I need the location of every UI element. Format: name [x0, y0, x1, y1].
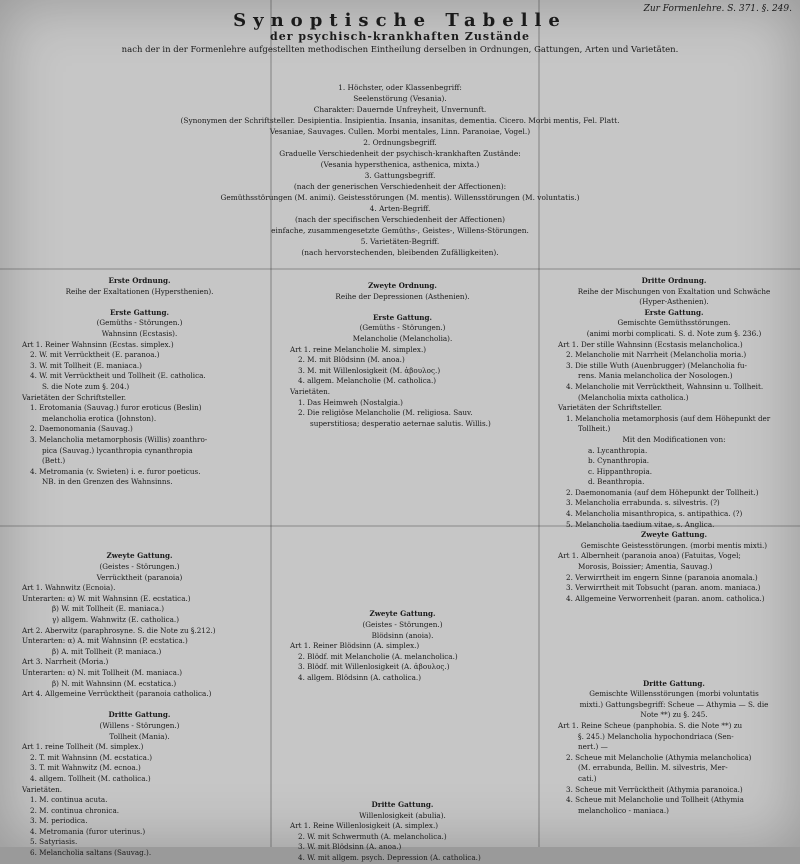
section-heading: Zweyte Gattung.	[106, 551, 173, 561]
table-line: Unterarten: α) W. mit Wahnsinn (E. ecstatica.)	[22, 593, 191, 603]
table-line: Art 1. reine Melancholie M. simplex.)	[290, 344, 427, 354]
table-line: Melancholie (Melancholia).	[352, 333, 453, 343]
table-line: Note **) zu §. 245.	[640, 710, 708, 720]
table-line	[290, 684, 515, 695]
table-line	[290, 525, 515, 536]
table-line: Reihe der Depressionen (Asthenien).	[335, 291, 470, 301]
table-line: 4. W. mit Verrücktheit und Tollheit (E. catholica.	[30, 371, 206, 381]
table-line	[290, 482, 515, 493]
table-line: (Hyper-Asthenien).	[639, 297, 709, 307]
intro-line: (Vesania hypersthenica, asthenica, mixta.)	[320, 160, 480, 169]
table-line: β) A. mit Tollheit (P. maniaca.)	[52, 646, 162, 656]
table-line: 4. allgem. Melancholie (M. catholica.)	[298, 376, 437, 386]
table-line: melancholico - maniaca.)	[578, 805, 669, 815]
table-line: γ) allgem. Wahnwitz (E. catholica.)	[52, 615, 179, 624]
table-line: (Melancholia mixta catholica.)	[578, 392, 689, 402]
table-line	[290, 302, 515, 313]
table-line	[22, 488, 257, 499]
table-line	[22, 530, 257, 541]
table-line: Art 1. Reine Scheue (panphobia. S. die Note **) zu	[558, 720, 743, 730]
intro-line: Charakter: Dauernde Unfreyheit, Unvernunft.	[313, 105, 487, 114]
table-line: 3. Melancholia errabunda. s. silvestris. (?)	[566, 498, 720, 508]
section-heading: Dritte Gattung.	[108, 710, 171, 720]
table-line: 5. Melancholia taedium vitae, s. Anglica.	[566, 519, 715, 529]
table-line: Unterarten: α) A. mit Wahnsinn (P. ecstatica.)	[22, 636, 188, 646]
section-heading: Zweyte Gattung.	[641, 530, 707, 540]
table-line	[290, 451, 515, 462]
table-line: 2. T. mit Wahnsinn (M. ecstatica.)	[30, 752, 153, 762]
table-line: Tollheit (Mania).	[109, 731, 170, 741]
table-line	[290, 747, 515, 758]
table-line: Verrücktheit (paranoia)	[96, 572, 183, 582]
table-line	[22, 498, 257, 509]
table-line: Art 1. Albernheit (paranoia anoa) (Fatuitas, Vogel;	[558, 551, 741, 561]
table-line: Gemischte Geistesstörungen. (morbi mentis mixti.)	[580, 540, 768, 550]
table-line: Varietäten.	[22, 784, 63, 794]
table-line	[22, 520, 257, 531]
table-line: Wahnsinn (Ecstasis).	[101, 328, 178, 338]
intro-line: (nach hervorstechenden, bleibenden Zufälligkeiten).	[301, 248, 499, 257]
table-line	[290, 556, 515, 567]
table-line: 3. Verwirrtheit mit Tobsucht (paran. anom. maniaca.)	[566, 583, 761, 593]
intro-line: 5. Varietäten-Begriff.	[360, 237, 440, 246]
table-line: 2. Daemonomania (auf dem Höhepunkt der Tollheit.)	[566, 487, 759, 497]
table-line: (Gemüths - Störungen.)	[359, 323, 446, 333]
table-line	[290, 535, 515, 546]
table-line: 6. Melancholia saltans (Sauvag.).	[30, 848, 152, 858]
table-line: 4. Allgemeine Verworrenheit (paran. anom. catholica.)	[566, 593, 765, 603]
table-line	[290, 779, 515, 790]
table-line: β) N. mit Wahnsinn (M. ecstatica.)	[52, 678, 177, 688]
table-line: NB. in den Grenzen des Wahnsinns.	[42, 477, 173, 487]
table-line: 2. Melancholie mit Narrheit (Melancholia moria.)	[566, 350, 747, 360]
column-third-order	[558, 276, 790, 816]
intro-line: 1. Höchster, oder Klassenbegriff:	[338, 83, 462, 92]
intro-line: 4. Arten-Begriff.	[369, 204, 431, 213]
section-heading: Zweyte Gattung.	[369, 609, 436, 619]
table-line: β) W. mit Tollheit (E. maniaca.)	[52, 604, 165, 614]
intro-line: (Synonymen der Schriftsteller. Desipientia. Insipientia. Insania, insanitas, dementia. Cicero. Morbi mentis, Fel. Platt.	[180, 116, 620, 125]
table-line: 3. Die stille Wuth (Auenbrugger) (Melancholia fu-	[566, 360, 747, 370]
intro-line: Seelenstörung (Vesania).	[353, 94, 447, 103]
table-line: 5. Satyriasis.	[30, 837, 78, 847]
table-line: Varietäten.	[290, 386, 331, 396]
table-line	[290, 514, 515, 525]
table-line: Art 1. Wahnwitz (Ecnoia).	[22, 583, 116, 593]
intro-line: 3. Gattungsbegriff.	[364, 171, 436, 180]
table-line: c. Hippanthropia.	[588, 466, 653, 476]
table-line	[558, 604, 790, 615]
table-line: (Bett.)	[42, 456, 66, 466]
table-line	[290, 758, 515, 769]
table-line	[290, 440, 515, 451]
table-line: 4. Melancholie mit Verrücktheit, Wahnsinn u. Tollheit.	[566, 381, 764, 391]
table-line	[558, 657, 790, 668]
table-line	[290, 567, 515, 578]
table-line: (animi morbi complicati. S. d. Note zum §. 236.)	[586, 328, 762, 338]
table-line	[290, 546, 515, 557]
table-line: 2. Verwirrtheit im engern Sinne (paranoia anomala.)	[566, 572, 758, 582]
section-heading: Erste Gattung.	[372, 312, 433, 322]
section-heading: Zweyte Ordnung.	[368, 281, 437, 290]
table-line	[22, 700, 257, 711]
fold-line	[0, 268, 800, 270]
table-line: 4. allgem. Tollheit (M. catholica.)	[30, 773, 151, 783]
table-line: 1. M. continua acuta.	[30, 795, 108, 805]
table-line	[290, 768, 515, 779]
table-line: mixti.) Gattungsbegriff: Scheue — Athymia — S. die	[579, 699, 769, 709]
table-line	[290, 461, 515, 472]
table-line	[290, 790, 515, 801]
table-line: Art 1. Der stille Wahnsinn (Ecstasis melancholica.)	[558, 339, 743, 349]
table-line: Varietäten der Schriftsteller.	[22, 392, 127, 402]
table-line	[558, 615, 790, 626]
table-line: Varietäten der Schriftsteller.	[558, 403, 663, 413]
table-line: (M. errabunda, Bellin. M. silvestris, Mer-	[578, 763, 728, 773]
table-line: 4. allgem. Blödsinn (A. catholica.)	[298, 672, 422, 682]
table-line	[290, 429, 515, 440]
table-line: rens. Mania melancholica der Nosologen.)	[578, 371, 733, 381]
table-line: nert.) —	[578, 742, 608, 752]
table-line: 3. W. mit Tollheit (E. maniaca.)	[30, 360, 142, 370]
table-line: 2. Die religiöse Melancholie (M. religiosa. Sauv.	[298, 408, 473, 418]
table-line: 2. W. mit Schwermuth (A. melancholica.)	[298, 831, 447, 841]
table-line	[558, 647, 790, 658]
table-line: 2. Blödf. mit Melancholie (A. melancholica.)	[298, 651, 458, 661]
table-line: superstitiosa; desperatio aeternae salutis. Willis.)	[310, 418, 491, 428]
table-line	[290, 599, 515, 610]
table-line: d. Beanthropia.	[588, 477, 645, 487]
table-line: Reihe der Mischungen von Exaltation und Schwäche	[577, 286, 771, 296]
table-line: Art 2. Aberwitz (paraphrosyne. S. die Note zu §.212.)	[22, 625, 216, 635]
table-line: 4. Metromania (v. Swieten) i. e. furor poeticus.	[30, 466, 201, 476]
table-line: Gemischte Gemüthsstörungen.	[617, 318, 731, 328]
section-heading: Erste Gattung.	[109, 307, 170, 317]
table-line	[290, 705, 515, 716]
table-line	[290, 737, 515, 748]
table-line	[290, 715, 515, 726]
table-line: 3. W. mit Blödsinn (A. anoa.)	[298, 842, 402, 852]
table-line	[22, 297, 257, 308]
intro-line: Vesaniae, Sauvages. Cullen. Morbi mentales, Linn. Paranoiae, Vogel.)	[269, 127, 531, 136]
table-line: melancholia erotica (Johnston).	[42, 413, 157, 423]
table-line: S. die Note zum §. 204.)	[42, 381, 130, 391]
page-subtitle: der psychisch-krankhaften Zustände	[270, 30, 530, 43]
table-line: Art 1. Reine Willenlosigkeit (A. simplex.)	[290, 821, 439, 831]
table-line: 3. M. mit Willenlosigkeit (M. ἀβουλος.)	[298, 365, 441, 375]
table-line: Art 1. Reiner Wahnsinn (Ecstas. simplex.)	[22, 339, 174, 349]
intro-line: Graduelle Verschiedenheit der psychisch-krankhaften Zustände:	[279, 149, 521, 158]
table-line: Art 4. Allgemeine Verrücktheit (paranoia catholica.)	[22, 689, 212, 699]
section-heading: Erste Ordnung.	[108, 276, 171, 285]
table-line: Unterarten: α) N. mit Tollheit (M. maniaca.)	[22, 667, 183, 677]
table-line: Gemischte Willensstörungen (morbi voluntatis	[589, 689, 759, 699]
table-line: 3. Blödf. mit Willenlosigkeit (A. ἀβουλος.)	[298, 662, 450, 672]
table-line: a. Lycanthropia.	[588, 445, 648, 455]
page-title: Synoptische Tabelle	[233, 10, 567, 31]
table-line	[290, 472, 515, 483]
table-line: 3. Scheue mit Verrücktheit (Athymia paranoica.)	[566, 784, 743, 794]
table-line: 2. Scheue mit Melancholie (Athymia melancholica)	[566, 752, 752, 762]
intro-line: (nach der specifischen Verschiedenheit der Affectionen)	[295, 215, 505, 224]
table-line: Mit den Modificationen von:	[622, 434, 726, 444]
section-heading: Dritte Gattung.	[643, 678, 705, 688]
table-line: 1. Erotomania (Sauvag.) furor eroticus (Beslin)	[30, 403, 202, 413]
table-line	[290, 578, 515, 589]
table-line: cati.)	[578, 773, 597, 783]
table-line	[22, 509, 257, 520]
table-line: 1. Melancholia metamorphosis (auf dem Höhepunkt der	[566, 413, 771, 423]
table-line: 4. W. mit allgem. psych. Depression (A. catholica.)	[298, 853, 481, 863]
table-line: 3. M. periodica.	[30, 816, 88, 826]
table-line: 2. Daemonomania (Sauvag.)	[30, 424, 133, 434]
table-line: 2. M. continua chronica.	[30, 805, 120, 815]
table-line: (Geistes - Störungen.)	[362, 620, 443, 629]
intro-line: einfache, zusammengesetzte Gemüths-, Geistes-, Willens-Störungen.	[271, 226, 529, 235]
page-subtitle-2: nach der in der Formenlehre aufgestellten methodischen Eintheilung derselben in Ordnungen, Gattungen, Arten und Varietäten.	[121, 45, 679, 55]
table-line: b. Cynanthropia.	[588, 456, 650, 466]
table-line: Willenlosigkeit (abulia).	[359, 810, 446, 820]
table-line	[558, 626, 790, 637]
table-line: §. 245.) Melancholia hypochondriaca (Sen-	[578, 731, 734, 741]
table-line	[290, 588, 515, 599]
table-line: 2. W. mit Verrücktheit (E. paranoa.)	[30, 350, 160, 360]
classification-intro	[120, 82, 680, 258]
table-line	[558, 636, 790, 647]
intro-line: Gemüthsstörungen (M. animi). Geistesstörungen (M. mentis). Willensstörungen (M. voluntatis.)	[220, 193, 580, 202]
table-line: 4. Metromania (furor uterinus.)	[30, 826, 146, 836]
table-line: 3. T. mit Wahnwitz (M. ecnoa.)	[30, 763, 141, 773]
table-line	[22, 541, 257, 552]
table-line: (Geistes - Störungen.)	[99, 562, 180, 572]
table-line: Art 3. Narrheit (Moria.)	[22, 657, 109, 667]
reference-note: Zur Formenlehre. S. 371. §. 249.	[643, 4, 792, 14]
intro-line: 2. Ordnungsbegriff.	[363, 138, 437, 147]
table-line	[290, 726, 515, 737]
table-line: 4. Scheue mit Melancholie und Tollheit (Athymia	[566, 795, 744, 805]
table-line	[290, 694, 515, 705]
table-line: (Gemüths - Störungen.)	[96, 318, 183, 328]
table-line: Art 1. reine Tollheit (M. simplex.)	[22, 742, 144, 752]
table-line: Tollheit.)	[578, 424, 611, 434]
section-heading: Dritte Ordnung.	[641, 276, 707, 285]
table-line	[290, 493, 515, 504]
table-line: (Willens - Störungen.)	[99, 720, 180, 730]
table-line: 1. Das Heimweh (Nostalgia.)	[298, 397, 403, 407]
column-second-order	[290, 281, 515, 864]
table-line: Reihe der Exaltationen (Hypersthenien).	[65, 286, 214, 296]
table-line	[558, 668, 790, 679]
table-line: 3. Melancholia metamorphosis (Willis) zoanthro-	[30, 434, 208, 444]
table-line: 2. M. mit Blödsinn (M. anoa.)	[298, 355, 405, 365]
table-line	[290, 503, 515, 514]
table-line: pica (Sauvag.) lycanthropia cynanthropia	[42, 445, 193, 455]
table-line: Blödsinn (anoia).	[371, 630, 434, 640]
intro-line: (nach der generischen Verschiedenheit der Affectionen):	[293, 182, 507, 191]
section-heading: Erste Gattung.	[644, 307, 704, 317]
table-line: Art 1. Reiner Blödsinn (A. simplex.)	[290, 641, 420, 651]
table-line: 4. Melancholia misanthropica, s. antipathica. (?)	[566, 509, 743, 519]
section-heading: Dritte Gattung.	[371, 800, 434, 810]
column-first-order	[22, 276, 257, 859]
table-line: Morosis, Boissier; Amentia, Sauvag.)	[578, 562, 713, 572]
